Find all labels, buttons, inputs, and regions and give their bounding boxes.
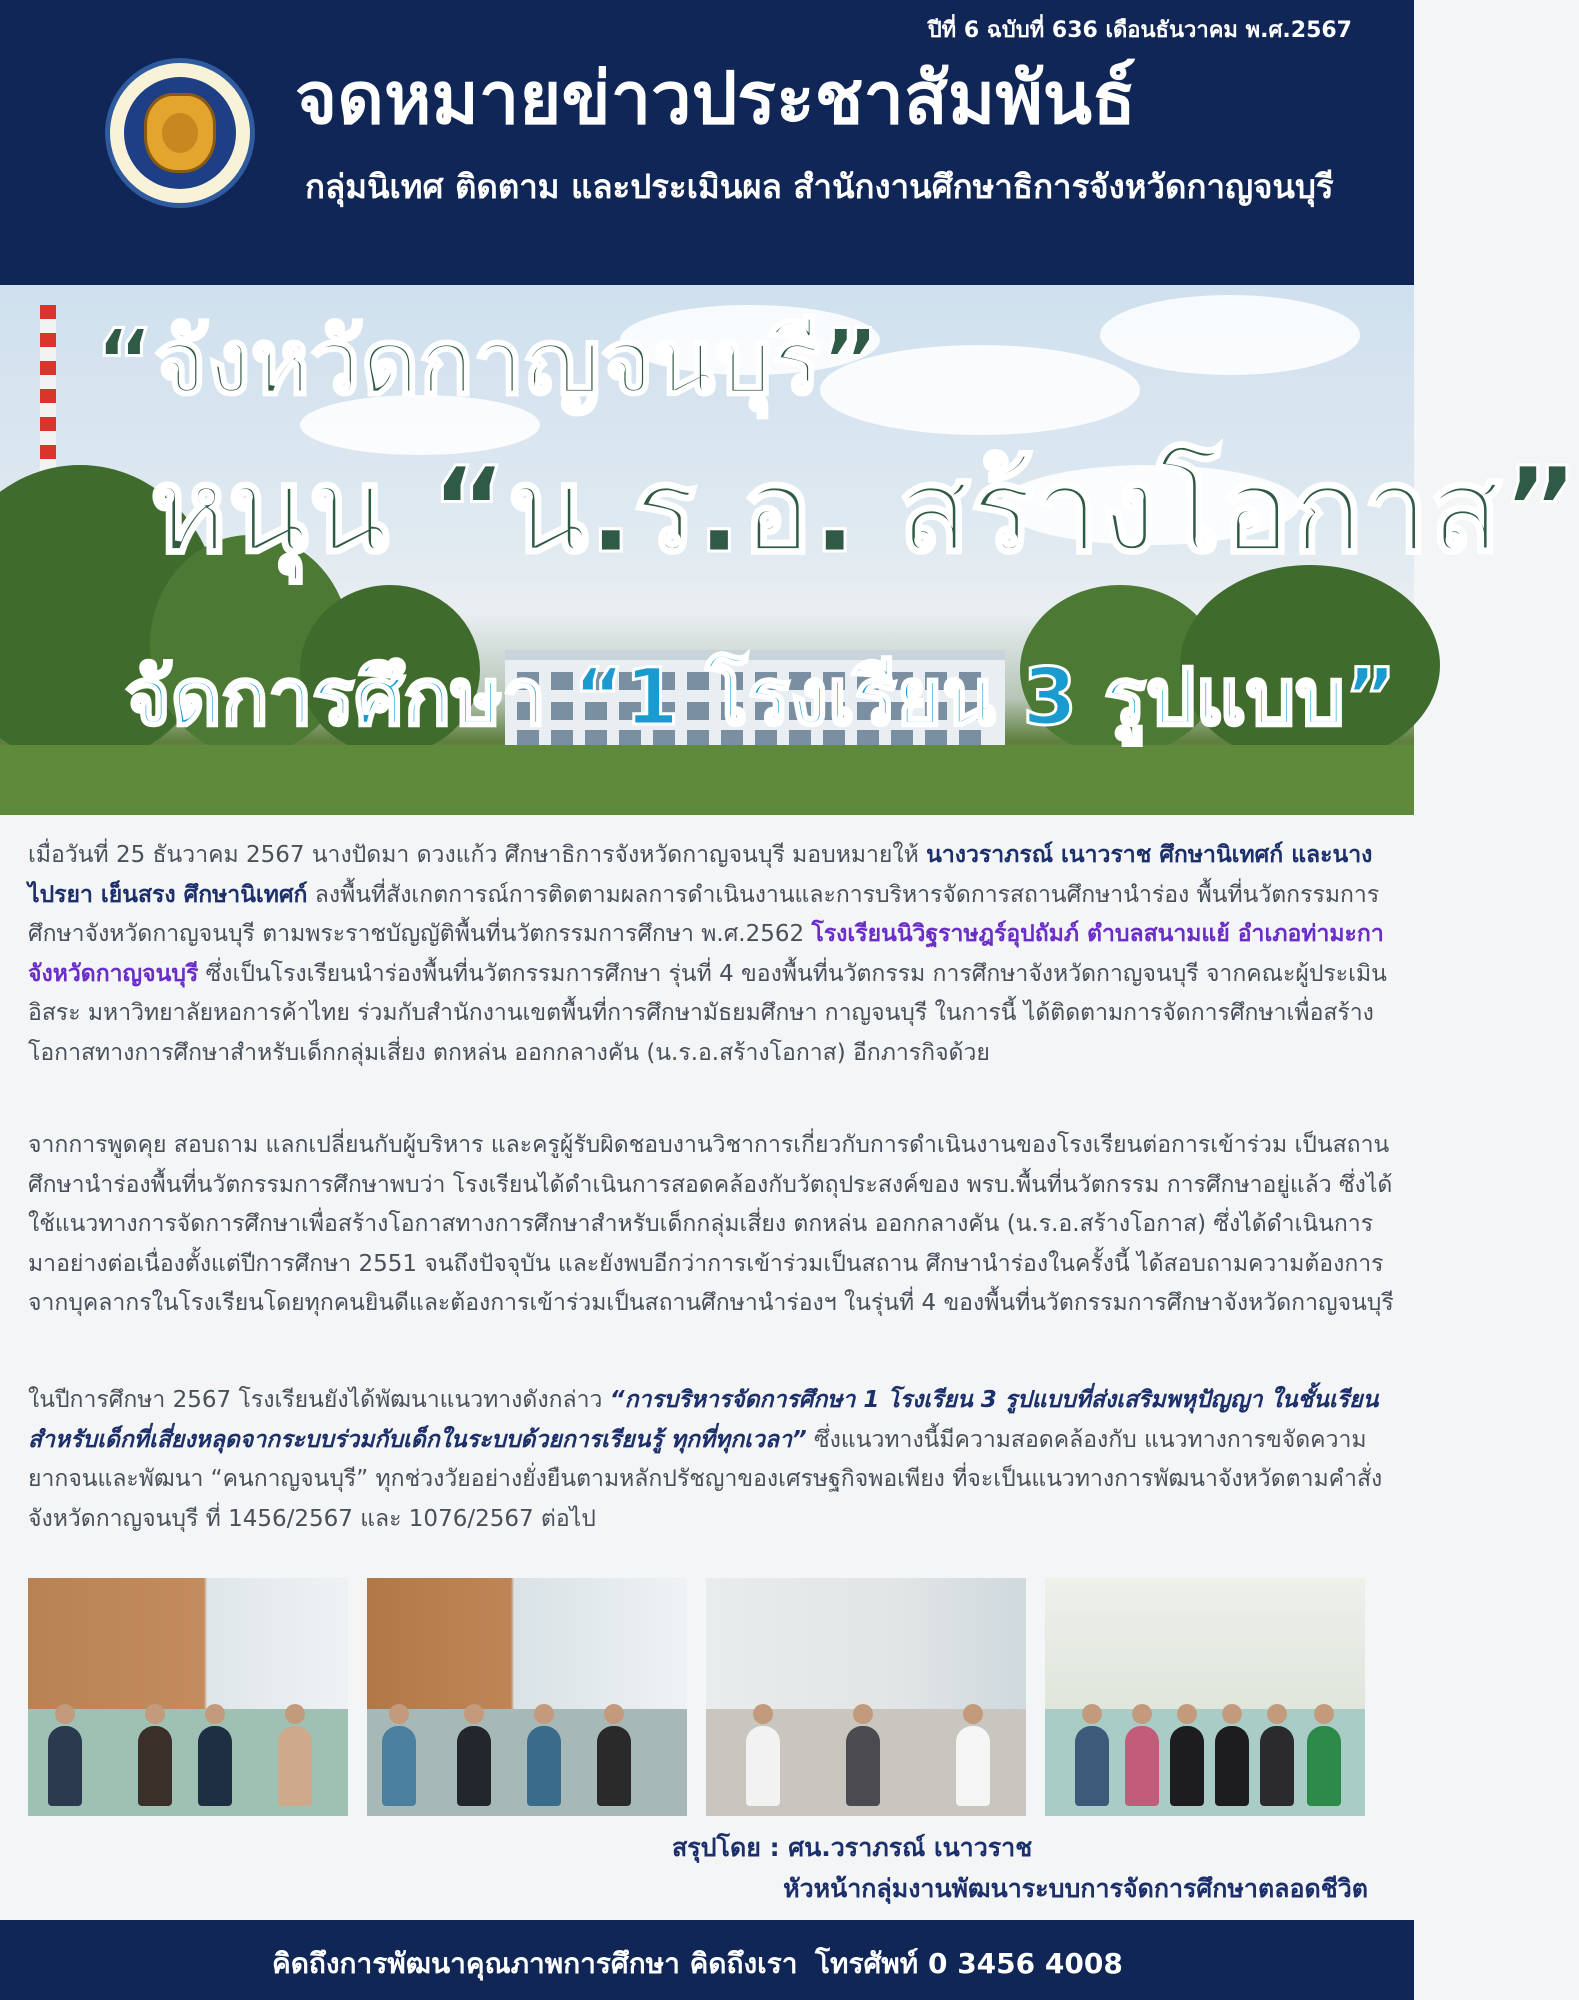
p1-supervisors: นางวราภรณ์ เนาวราช ศึกษานิเทศก์ และนางไปรยา เย็นสรง ศึกษานิเทศก์ (28, 842, 1373, 908)
group-portrait-photo (1045, 1578, 1365, 1816)
footer-phone: โทรศัพท์ 0 3456 4008 (815, 1947, 1123, 1980)
p3-model-name: “การบริหารจัดการศึกษา 1 โรงเรียน 3 รูปแบบที่ส่งเสริมพหุปัญญา ในชั้นเรียนสำหรับเด็กที่เสี่ยงหลุดจากระบบร่วมกับเด็กในระบบด้วยการเรียนรู้ ทุกที่ทุกเวลา” (28, 1387, 1379, 1453)
hero-banner (0, 285, 1579, 815)
p3-text-a: ในปีการศึกษา 2567 โรงเรียนยังได้พัฒนาแนวทางดังกล่าว (28, 1387, 610, 1413)
newsletter-title: จดหมายข่าวประชาสัมพันธ์ (295, 56, 1136, 140)
classroom-photo (706, 1578, 1026, 1816)
article-paragraph-1 (28, 836, 1398, 1073)
p1-text-a: เมื่อวันที่ 25 ธันวาคม 2567 นางปัดมา ดวงแก้ว ศึกษาธิการจังหวัดกาญจนบุรี มอบหมายให้ (28, 842, 927, 868)
office-seal-logo-icon (105, 58, 255, 208)
group-discussion-photo (367, 1578, 687, 1816)
summary-author: สรุปโดย : ศน.วราภรณ์ เนาวราช (672, 1833, 1033, 1862)
article-paragraph-2: จากการพูดคุย สอบถาม แลกเปลี่ยนกับผู้บริหาร และครูผู้รับผิดชอบงานวิชาการเกี่ยวกับการดำเนินงานของโรงเรียนต่อการเข้าร่วม เป็นสถานศึกษานำร่องพื้นที่นวัตกรรมการศึกษาพบว่า โรงเรียนได้ดำเนินการสอดคล้องกับวัตถุประสงค์ของ พรบ.พื้นที่นวัตกรรม การศึกษาอยู่แล้ว ซึ่งได้ใช้แนวทางการจัดการศึกษาเพื่อสร้างโอกาสทางการศึกษาสำหรับเด็กกลุ่มเสี่ยง ตกหล่น ออกกลางคัน (น.ร.อ.สร้างโอกาส) ซึ่งได้ดำเนินการมาอย่างต่อเนื่องตั้งแต่ปีการศึกษา 2551 จนถึงปัจจุบัน และยังพบอีกว่าการเข้าร่วมเป็นสถาน ศึกษานำร่องในครั้งนี้ ได้สอบถามความต้องการจากบุคลากรในโรงเรียนโดยทุกคนยินดีและต้องการเข้าร่วมเป็นสถานศึกษานำร่องฯ ในรุ่นที่ 4 ของพื้นที่นวัตกรรมการศึกษาจังหวัดกาญจนบุรี (28, 1132, 1394, 1316)
p1-text-c: ลงพื้นที่สังเกตการณ์การติดตามผลการดำเนินงานและการบริหารจัดการสถานศึกษานำร่อง พื้นที่นวัตกรรมการศึกษาจังหวัดกาญจนบุรี ตามพระราชบัญญัติพื้นที่นวัตกรรมการศึกษา พ.ศ.2562 (28, 881, 1380, 947)
footer-bar (0, 1920, 1414, 2000)
headline-line-3: จัดการศึกษา “1 โรงเรียน 3 รูปแบบ” (125, 653, 1397, 743)
newsletter-subtitle: กลุ่มนิเทศ ติดตาม และประเมินผล สำนักงานศึกษาธิการจังหวัดกาญจนบุรี (305, 167, 1334, 206)
masthead (0, 0, 1414, 285)
p3-text-c: ซึ่งแนวทางนี้มีความสอดคล้องกับ แนวทางการขจัดความยากจนและพัฒนา “คนกาญจนบุรี” ทุกช่วงวัยอย่างยั่งยืนตามหลักปรัชญาของเศรษฐกิจพอเพียง ที่จะเป็นแนวทางการพัฒนาจังหวัดตามคำสั่งจังหวัดกาญจนบุรี ที่ 1456/2567 และ 1076/2567 ต่อไป (28, 1426, 1383, 1532)
p1-school-name: โรงเรียนนิวิฐราษฎร์อุปถัมภ์ ตำบลสนามแย้ อำเภอท่ามะกา จังหวัดกาญจนบุรี (28, 921, 1384, 987)
p1-text-e: ซึ่งเป็นโรงเรียนนำร่องพื้นที่นวัตกรรมการศึกษา รุ่นที่ 4 ของพื้นที่นวัตกรรม การศึกษาจังหวัดกาญจนบุรี จากคณะผู้ประเมินอิสระ มหาวิทยาลัยหอการค้าไทย ร่วมกับสำนักงานเขตพื้นที่การศึกษามัธยมศึกษา กาญจนบุรี ในการนี้ ได้ติดตามการจัดการศึกษาเพื่อสร้างโอกาสทางการศึกษาสำหรับเด็กกลุ่มเสี่ยง ตกหล่น ออกกลางคัน (น.ร.อ.สร้างโอกาส) อีกภารกิจด้วย (28, 960, 1387, 1066)
meeting-room-photo (28, 1578, 348, 1816)
article-paragraph-3 (28, 1381, 1398, 1539)
issue-info: ปีที่ 6 ฉบับที่ 636 เดือนธันวาคม พ.ศ.2567 (927, 18, 1352, 43)
summary-author-role: หัวหน้ากลุ่มงานพัฒนาระบบการจัดการศึกษาตลอดชีวิต (783, 1874, 1368, 1903)
headline-line-2: หนุน “น.ร.อ. สร้างโอกาส” (150, 441, 1579, 579)
footer-slogan: คิดถึงการพัฒนาคุณภาพการศึกษา คิดถึงเรา (272, 1947, 798, 1980)
headline-line-1: “จังหวัดกาญจนบุรี” (95, 310, 880, 415)
